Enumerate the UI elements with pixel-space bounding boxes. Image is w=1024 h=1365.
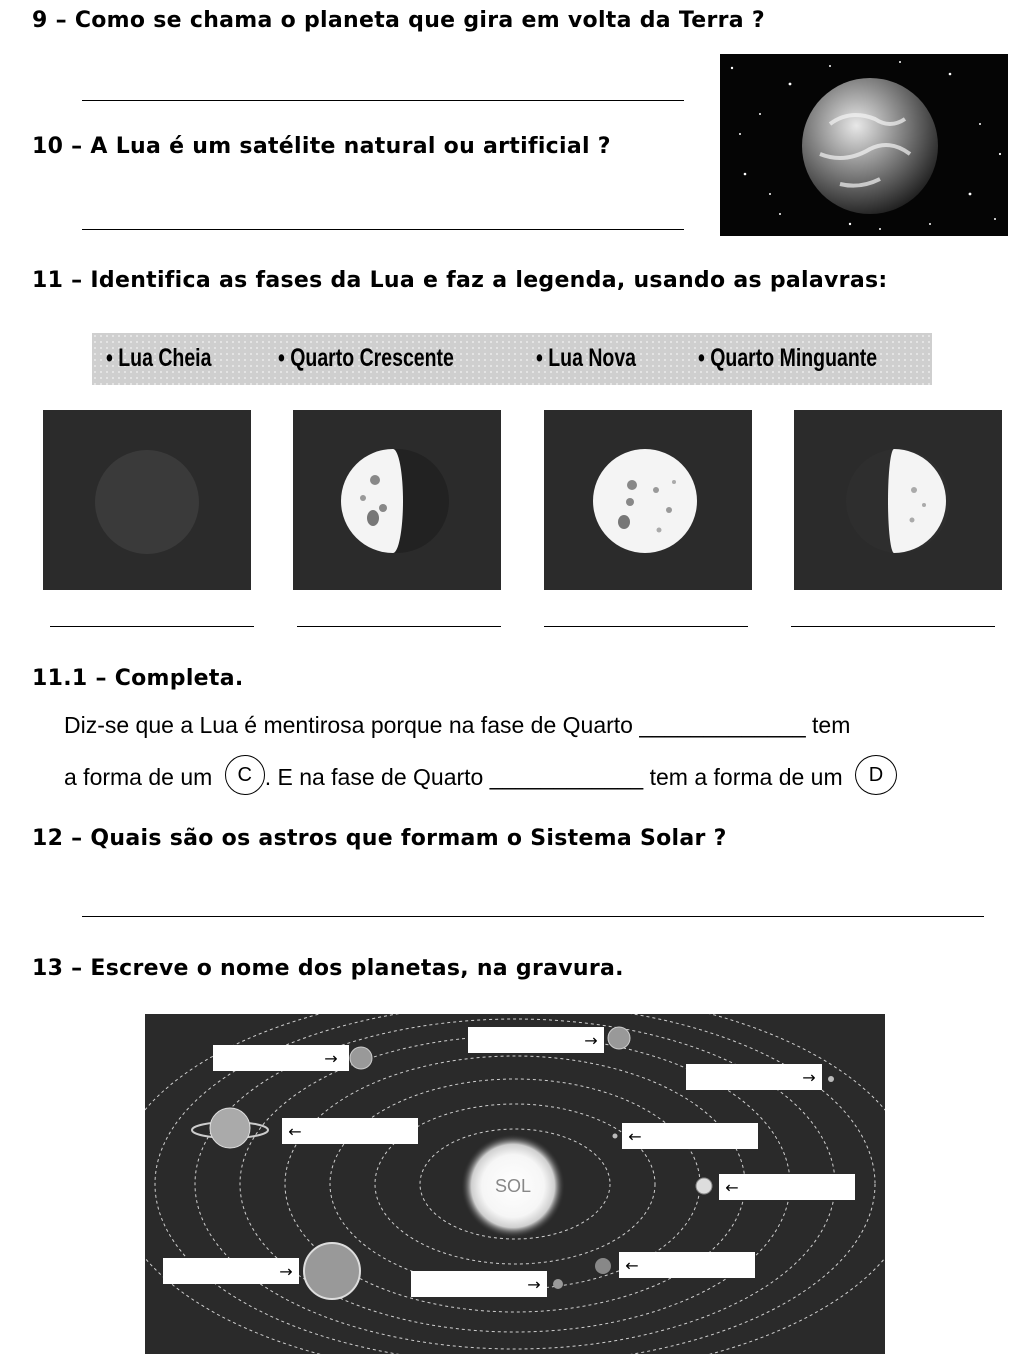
- planet-icon: [696, 1178, 712, 1194]
- planet-label-box-1[interactable]: [213, 1045, 349, 1071]
- planet-icon: [350, 1047, 372, 1069]
- question-11-1: 11.1 – Completa.: [32, 666, 244, 691]
- completa-line-2: [64, 763, 897, 795]
- word-quarto-minguante: • Quarto Minguante: [698, 344, 878, 372]
- letter-d-circle: D: [855, 755, 897, 795]
- svg-text:←: ←: [725, 1178, 739, 1197]
- question-13: 13 – Escreve o nome dos planetas, na gravura.: [32, 956, 624, 981]
- svg-text:→: →: [802, 1068, 816, 1087]
- planet-label-box-7[interactable]: [163, 1258, 299, 1284]
- question-9: 9 – Como se chama o planeta que gira em volta da Terra ?: [32, 8, 765, 33]
- phase-answer-line-1[interactable]: [50, 626, 254, 627]
- word-quarto-crescente: • Quarto Crescente: [278, 344, 454, 372]
- planet-label-box-2[interactable]: [468, 1027, 604, 1053]
- word-bank: [92, 333, 932, 385]
- planet-label-box-3[interactable]: [686, 1064, 822, 1090]
- saturn-icon: [192, 1108, 268, 1148]
- question-11: 11 – Identifica as fases da Lua e faz a legenda, usando as palavras:: [32, 268, 888, 293]
- planet-label-box-4[interactable]: [282, 1118, 418, 1144]
- planet-label-box-9[interactable]: [619, 1252, 755, 1278]
- phase-answer-line-2[interactable]: [297, 626, 501, 627]
- planet-label-box-8[interactable]: [411, 1271, 547, 1297]
- planet-label-box-6[interactable]: [719, 1174, 855, 1200]
- planet-icon: [553, 1279, 563, 1289]
- completa-line-2-start: a forma de um: [64, 764, 213, 791]
- phase-answer-line-3[interactable]: [544, 626, 748, 627]
- svg-text:←: ←: [288, 1122, 302, 1141]
- solar-system-image: [145, 1014, 885, 1354]
- answer-line-10[interactable]: [82, 229, 684, 230]
- question-12: 12 – Quais são os astros que formam o Sistema Solar ?: [32, 826, 727, 851]
- planet-icon: [608, 1027, 630, 1049]
- svg-text:←: ←: [625, 1256, 639, 1275]
- phase-answer-line-4[interactable]: [791, 626, 995, 627]
- earth-image: [720, 54, 1008, 236]
- moon-phase-full: [544, 410, 752, 590]
- planet-icon: [828, 1076, 834, 1082]
- planet-icon: [595, 1258, 611, 1274]
- svg-text:←: ←: [628, 1127, 642, 1146]
- completa-line-1: Diz-se que a Lua é mentirosa porque na fase de Quarto _____________ tem: [64, 712, 851, 738]
- svg-text:→: →: [324, 1049, 338, 1068]
- moon-phase-waxing: [794, 410, 1002, 590]
- question-10: 10 – A Lua é um satélite natural ou artificial ?: [32, 134, 611, 159]
- word-lua-cheia: • Lua Cheia: [106, 344, 212, 372]
- earth-globe: [802, 78, 938, 214]
- answer-line-9[interactable]: [82, 100, 684, 101]
- letter-c-circle: C: [225, 755, 265, 795]
- completa-line-2-mid: . E na fase de Quarto ____________ tem a forma de um: [264, 764, 843, 791]
- svg-text:→: →: [527, 1275, 541, 1294]
- planet-icon: [613, 1134, 618, 1139]
- moon-phase-new: [43, 410, 251, 590]
- answer-line-12[interactable]: [82, 916, 984, 917]
- sun-label: SOL: [494, 1176, 532, 1196]
- jupiter-icon: [304, 1243, 360, 1299]
- svg-text:→: →: [584, 1031, 598, 1050]
- word-lua-nova: • Lua Nova: [536, 344, 637, 372]
- moon-phase-waning: [293, 410, 501, 590]
- svg-text:→: →: [279, 1262, 293, 1281]
- planet-label-box-5[interactable]: [622, 1123, 758, 1149]
